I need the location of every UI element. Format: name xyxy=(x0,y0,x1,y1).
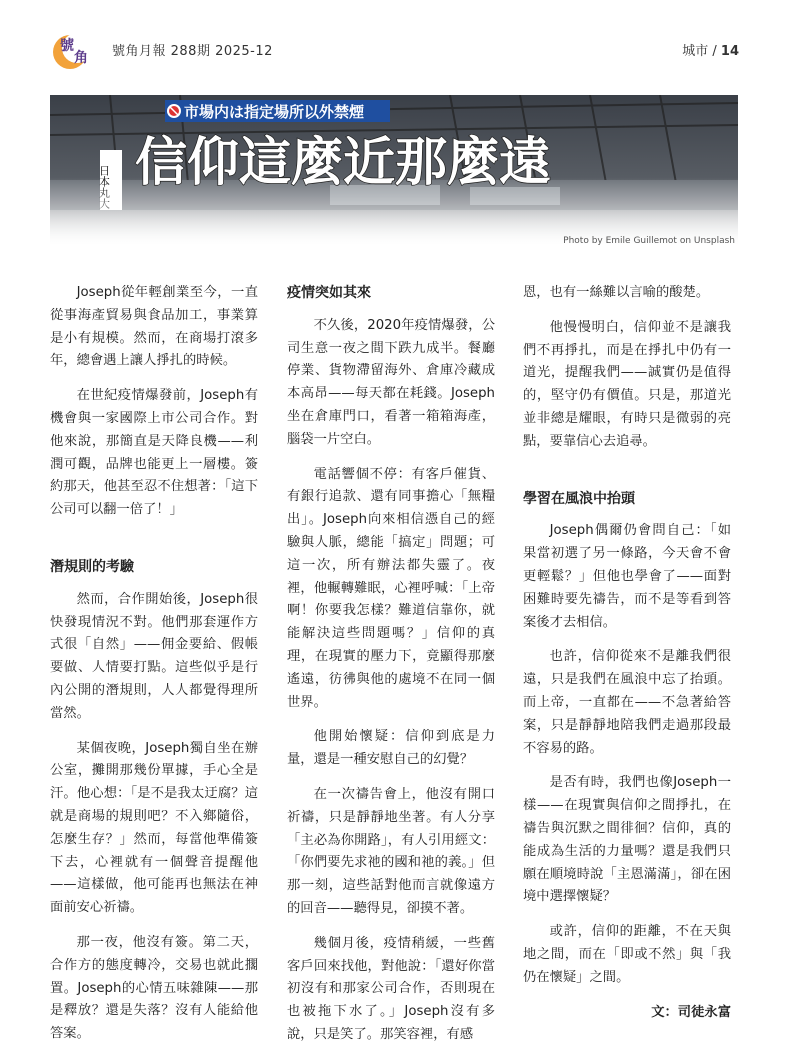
paragraph: 他開始懷疑：信仰到底是力量，還是一種安慰自己的幻覺？ xyxy=(287,729,495,768)
article-column-1 xyxy=(50,282,258,1058)
paragraph: 他慢慢明白，信仰並不是讓我們不再掙扎，而是在掙扎中仍有一道光，提醒我們——誠實仍是值得的，堅守仍有價值。只是，那道光並非總是耀眼，有時只是微弱的亮點，要靠信心去追尋。 xyxy=(523,319,731,449)
svg-text:角: 角 xyxy=(74,50,88,66)
section-label: 城市 / 14 xyxy=(682,44,739,59)
paragraph: 然而，合作開始後，Joseph很快發現情況不對。他們那套運作方式很「自然」——佣金要給、假帳要做、人情要打點。這些似乎是行內公開的潛規則，人人都覺得理所當然。 xyxy=(50,591,258,721)
paragraph: 電話響個不停：有客戶催貨、有銀行追款、還有同事擔心「無糧出」。Joseph向來相信憑自己的經驗與人脈，總能「搞定」問題；可這一次，所有辦法都失靈了。夜裡，他輾轉難眠，心裡呼喊：「上帝啊！你要我怎樣？難道信靠你，就能解決這些問題嗎？」信仰的真理，在現實的壓力下，竟顯得那麼遙遠，彷彿與他的處境不在同一個世界。 xyxy=(287,466,495,710)
paragraph: Joseph從年輕創業至今，一直從事海產貿易與食品加工，事業算是小有規模。然而，在商場打滾多年，總會遇上讓人掙扎的時候。 xyxy=(50,285,258,369)
svg-text:號: 號 xyxy=(60,38,74,54)
issue-info: 號角月報 288期 2025-12 xyxy=(112,44,273,59)
paragraph: 不久後，2020年疫情爆發，公司生意一夜之間下跌九成半。餐廳停業、貨物滯留海外、倉庫冷藏成本高昂——每天都在耗錢。Joseph坐在倉庫門口，看著一箱箱海產，腦袋一片空白。 xyxy=(287,317,495,447)
paragraph: 是否有時，我們也像Joseph一樣——在現實與信仰之間掙扎，在禱告與沉默之間徘徊？信仰，真的能成為生活的力量嗎？還是我們只願在順境時說「主恩滿滿」，卻在困境中選擇懷疑？ xyxy=(523,775,731,905)
subheading: 疫情突如其來 xyxy=(287,285,371,301)
article-column-3 xyxy=(523,282,731,1024)
page-number: 14 xyxy=(720,44,739,59)
paragraph: 幾個月後，疫情稍緩，一些舊客戶回來找他，對他說：「還好你當初沒有和那家公司合作，否則現在也被拖下水了。」Joseph沒有多說，只是笑了。那笑容裡，有感 xyxy=(287,935,495,1042)
paragraph: 或許，信仰的距離，不在天與地之間，而在「即或不然」與「我仍在懷疑」之間。 xyxy=(523,924,731,985)
paragraph: 那一夜，他沒有簽。第二天，合作方的態度轉冷，交易也就此擱置。Joseph的心情五味雜陳——那是釋放？還是失落？沒有人能給他答案。 xyxy=(50,934,258,1042)
article-column-2 xyxy=(287,282,495,1059)
page-header xyxy=(0,0,797,80)
photo-credit: Photo by Emile Guillemot on Unsplash xyxy=(563,236,735,246)
subheading: 學習在風浪中抬頭 xyxy=(523,490,635,507)
paragraph: 在世紀疫情爆發前，Joseph有機會與一家國際上市公司合作。對他來說，那簡直是天降良機——利潤可觀，品牌也能更上一層樓。簽約那天，他甚至忍不住想著：「這下公司可以翻一倍了！」 xyxy=(50,388,258,518)
banner-image xyxy=(50,95,738,245)
paragraph: 某個夜晚，Joseph獨自坐在辦公室，攤開那幾份單據，手心全是汗。他心想：「是不是我太迂腐？這就是商場的規則吧？不入鄉隨俗，怎麼生存？」然而，每當他準備簽下去，心裡就有一個聲音提醒他——這樣做，他可能再也無法在神面前安心祈禱。 xyxy=(50,740,258,916)
paragraph: Joseph偶爾仍會問自己：「如果當初選了另一條路，今天會不會更輕鬆？」但他也學會了——面對困難時要先禱告，而不是等看到答案後才去相信。 xyxy=(523,523,731,630)
paragraph: 在一次禱告會上，他沒有開口祈禱，只是靜靜地坐著。有人分享「主必為你開路」，有人引用經文：「你們要先求祂的國和祂的義。」但那一刻，這些話對他而言就像遠方的回音——聽得見，卻摸不著。 xyxy=(287,786,495,916)
paragraph: 恩，也有一絲難以言喻的酸楚。 xyxy=(523,285,710,300)
author-byline: 文：司徒永富 xyxy=(651,1004,731,1020)
article-title: 信仰這麼近那麼遠 xyxy=(135,133,552,193)
magazine-logo xyxy=(50,28,96,72)
paragraph: 也許，信仰從來不是離我們很遠，只是我們在風浪中忘了抬頭。而上帝，一直都在——不急著給答案，只是靜靜地陪我們走過那段最不容易的路。 xyxy=(523,649,731,756)
subheading: 潛規則的考驗 xyxy=(50,558,134,575)
